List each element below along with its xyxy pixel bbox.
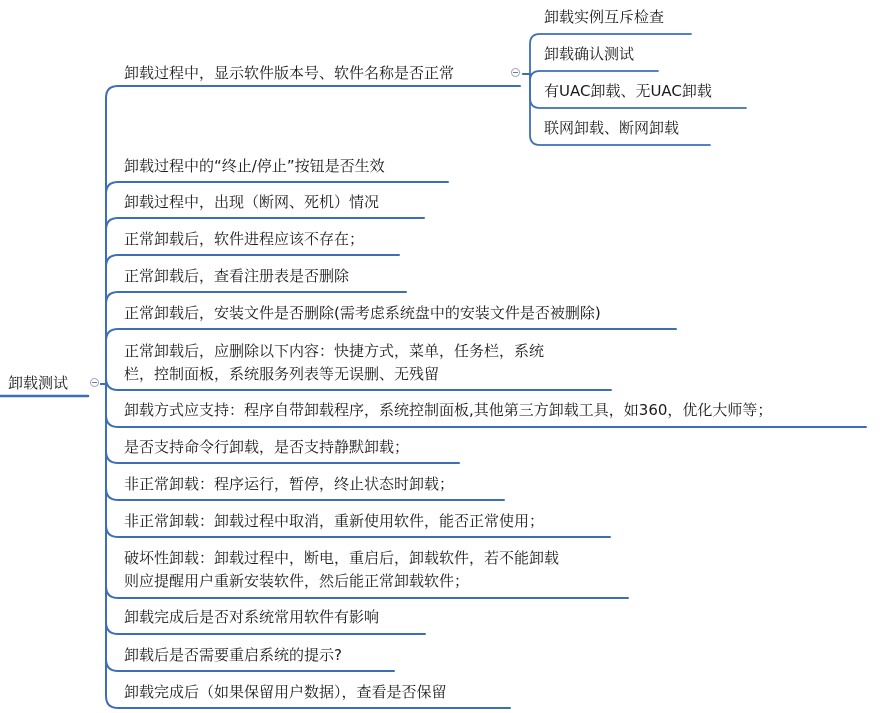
branch-node-label[interactable]: 卸载过程中，出现（断网、死机）情况 bbox=[124, 193, 380, 211]
sub-node-label[interactable]: 联网卸载、断网卸载 bbox=[544, 119, 680, 137]
branch-node-label[interactable]: 非正常卸载：卸载过程中取消，重新使用软件，能否正常使用； bbox=[124, 512, 545, 530]
branch-node-label[interactable]: 是否支持命令行卸载，是否支持静默卸载； bbox=[124, 438, 410, 456]
branch-node-label[interactable]: 卸载完成后是否对系统常用软件有影响 bbox=[124, 608, 380, 626]
branch-node-label[interactable]: 卸载完成后（如果保留用户数据），查看是否保留 bbox=[124, 683, 447, 701]
branch-node-label[interactable]: 正常卸载后，查看注册表是否删除 bbox=[124, 267, 350, 285]
branch-node-label[interactable]: 卸载过程中，显示软件版本号、软件名称是否正常 bbox=[124, 64, 455, 82]
branch-node-label[interactable]: 正常卸载后，应删除以下内容：快捷方式，菜单，任务栏，系统 栏，控制面板，系统服务列表等无误删、无残留 bbox=[124, 342, 545, 383]
branch-node-label[interactable]: 破坏性卸载：卸载过程中，断电，重启后，卸载软件，若不能卸载 则应提醒用户重新安装软件，然后能正常卸载软件； bbox=[124, 549, 560, 590]
branch-collapse-toggle[interactable] bbox=[511, 68, 520, 77]
sub-node-label[interactable]: 有UAC卸载、无UAC卸载 bbox=[544, 82, 712, 100]
branch-node-label[interactable]: 正常卸载后，安装文件是否删除(需考虑系统盘中的安装文件是否被删除) bbox=[124, 304, 601, 322]
sub-node-label[interactable]: 卸载确认测试 bbox=[544, 45, 635, 63]
branch-node-label[interactable]: 正常卸载后，软件进程应该不存在； bbox=[124, 230, 365, 248]
root-node-label[interactable]: 卸载测试 bbox=[8, 374, 69, 392]
branch-node-label[interactable]: 卸载过程中的“终止/停止”按钮是否生效 bbox=[124, 157, 385, 175]
sub-node-label[interactable]: 卸载实例互斥检查 bbox=[544, 8, 665, 26]
root-collapse-toggle[interactable] bbox=[90, 378, 99, 387]
branch-node-label[interactable]: 非正常卸载：程序运行，暂停，终止状态时卸载； bbox=[124, 475, 455, 493]
branch-node-label[interactable]: 卸载方式应支持：程序自带卸载程序，系统控制面板,其他第三方卸载工具，如360，优化大师等； bbox=[124, 401, 773, 419]
branch-node-label[interactable]: 卸载后是否需要重启系统的提示? bbox=[124, 646, 342, 664]
